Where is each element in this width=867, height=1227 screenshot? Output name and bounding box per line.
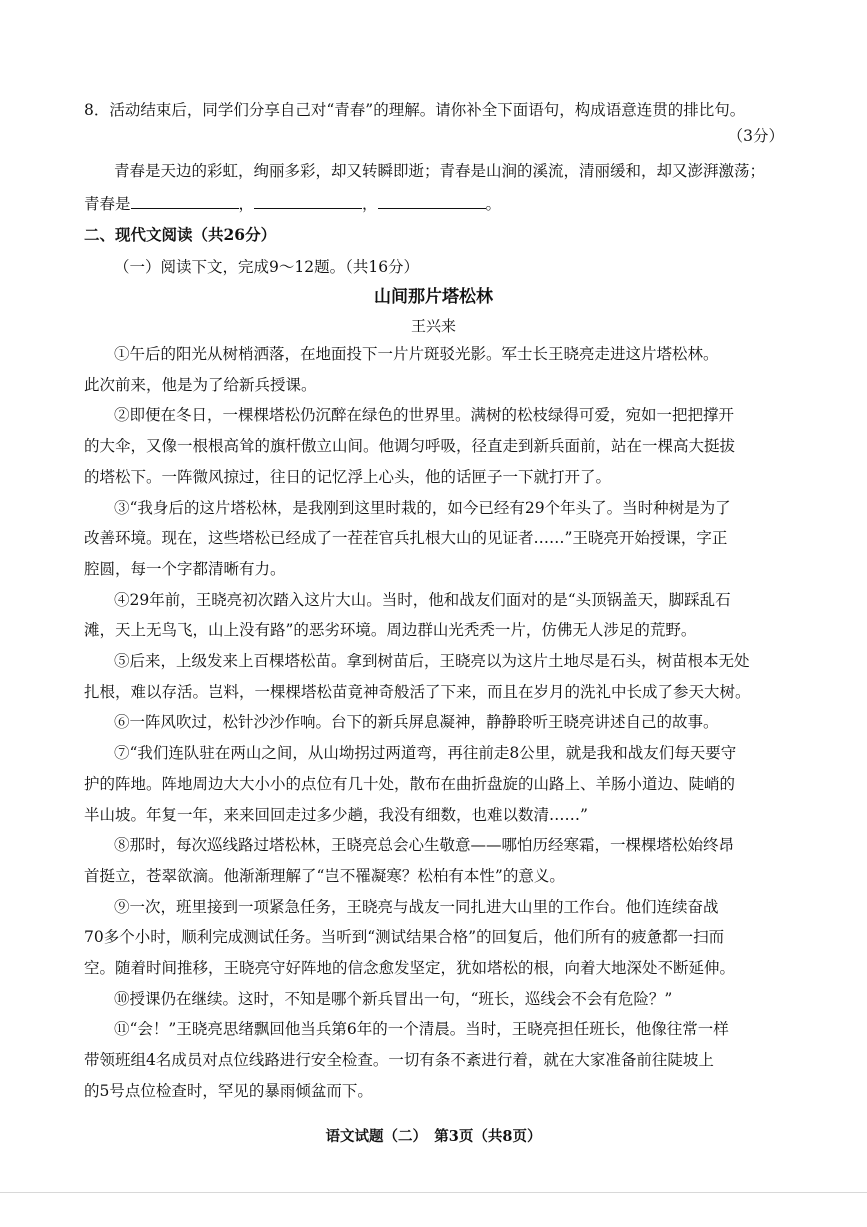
article-author: 王兴来 — [410, 317, 456, 335]
separator: ， — [238, 195, 255, 213]
article-line: 的塔松下。一阵微风掠过，往日的记忆浮上心头，他的话匣子一下就打开了。 — [84, 468, 612, 486]
article-line: ②即便在冬日，一棵棵塔松仍沉醉在绿色的世界里。满树的松枝绿得可爱，宛如一把把撑开 — [114, 406, 735, 424]
article-line: ④29年前，王晓亮初次踏入这片大山。当时，他和战友们面对的是“头顶锅盖天，脚踩乱石 — [114, 591, 731, 609]
article-line: 此次前来，他是为了给新兵授课。 — [84, 376, 317, 394]
article-line: 改善环境。现在，这些塔松已经成了一茬茬官兵扎根大山的见证者……”王晓亮开始授课，字正 — [84, 529, 728, 547]
article-line: ⑪“会！”王晓亮思绪飘回他当兵第6年的一个清晨。当时，王晓亮担任班长，他像往常一样 — [114, 1020, 729, 1038]
article-line: 护的阵地。阵地周边大大小小的点位有几十处，散布在曲折盘旋的山路上、羊肠小道边、陡峭的 — [84, 775, 736, 793]
article-line: ⑤后来，上级发来上百棵塔松苗。拿到树苗后，王晓亮以为这片土地尽是石头，树苗根本无处 — [114, 652, 750, 670]
end-punct: 。 — [485, 195, 502, 213]
answer-blank-3[interactable] — [378, 194, 486, 209]
question-8-fill-line — [84, 194, 784, 214]
article-line: ③“我身后的这片塔松林，是我刚到这里时栽的，如今已经有29个年头了。当时种树是为了 — [114, 499, 731, 517]
article-line: 的大伞，又像一根根高耸的旗杆傲立山间。他调匀呼吸，径直走到新兵面前，站在一棵高大挺拔 — [84, 437, 736, 455]
article-line: 的5号点位检查时，罕见的暴雨倾盆而下。 — [84, 1082, 373, 1100]
article-line: ⑨一次，班里接到一项紧急任务，王晓亮与战友一同扎进大山里的工作台。他们连续奋战 — [114, 898, 719, 916]
article-line: ①午后的阳光从树梢洒落，在地面投下一片片斑驳光影。军士长王晓亮走进这片塔松林。 — [114, 345, 719, 363]
article-line: ⑦“我们连队驻在两山之间，从山坳拐过两道弯，再往前走8公里，就是我和战友们每天要守 — [114, 744, 737, 762]
fill-start: 青春是 — [84, 195, 131, 213]
article-line: ⑥一阵风吹过，松针沙沙作响。台下的新兵屏息凝神，静静聆听王晓亮讲述自己的故事。 — [114, 713, 719, 731]
article-title: 山间那片塔松林 — [374, 287, 493, 307]
subsection-heading: （一）阅读下文，完成9～12题。（共16分） — [114, 258, 420, 276]
answer-blank-1[interactable] — [131, 194, 239, 209]
article-line: 半山坡。年复一年，来来回回走过多少趟，我没有细数，也难以数清……” — [84, 806, 588, 824]
article-line: 腔圆，每一个字都清晰有力。 — [84, 560, 286, 578]
page-footer: 语文试题（二） 第3页（共8页） — [325, 1128, 542, 1145]
question-8-given-text: 青春是天边的彩虹，绚丽多彩，却又转瞬即逝；青春是山涧的溪流，清丽缓和，却又澎湃激荡； — [114, 162, 766, 180]
article-line: 滩，天上无鸟飞，山上没有路”的恶劣环境。周边群山光秃秃一片，仿佛无人涉足的荒野。 — [84, 621, 697, 639]
question-8-prompt: 8．活动结束后，同学们分享自己对“青春”的理解。请你补全下面语句，构成语意连贯的排比句。 — [84, 101, 746, 119]
article-line: 首挺立，苍翠欲滴。他渐渐理解了“岂不罹凝寒？松柏有本性”的意义。 — [84, 867, 565, 885]
article-line: 空。随着时间推移，王晓亮守好阵地的信念愈发坚定，犹如塔松的根，向着大地深处不断延伸。 — [84, 959, 736, 977]
article-line: ⑩授课仍在继续。这时，不知是哪个新兵冒出一句，“班长，巡线会不会有危险？” — [114, 990, 673, 1008]
answer-blank-2[interactable] — [254, 194, 362, 209]
question-8-score: （3分） — [727, 127, 784, 145]
bottom-rule — [0, 1192, 867, 1193]
article-line: 70多个小时，顺利完成测试任务。当听到“测试结果合格”的回复后，他们所有的疲惫都一扫而 — [84, 928, 725, 946]
article-line: ⑧那时，每次巡线路过塔松林，王晓亮总会心生敬意——哪怕历经寒霜，一棵棵塔松始终昂 — [114, 836, 735, 854]
separator: ， — [362, 195, 378, 213]
article-line: 扎根，难以存活。岂料，一棵棵塔松苗竟神奇般活了下来，而且在岁月的洗礼中长成了参天大树。 — [84, 683, 751, 701]
section-heading: 二、现代文阅读（共26分） — [84, 225, 277, 244]
article-line: 带领班组4名成员对点位线路进行安全检查。一切有条不紊进行着，就在大家准备前往陡坡上 — [84, 1051, 714, 1069]
